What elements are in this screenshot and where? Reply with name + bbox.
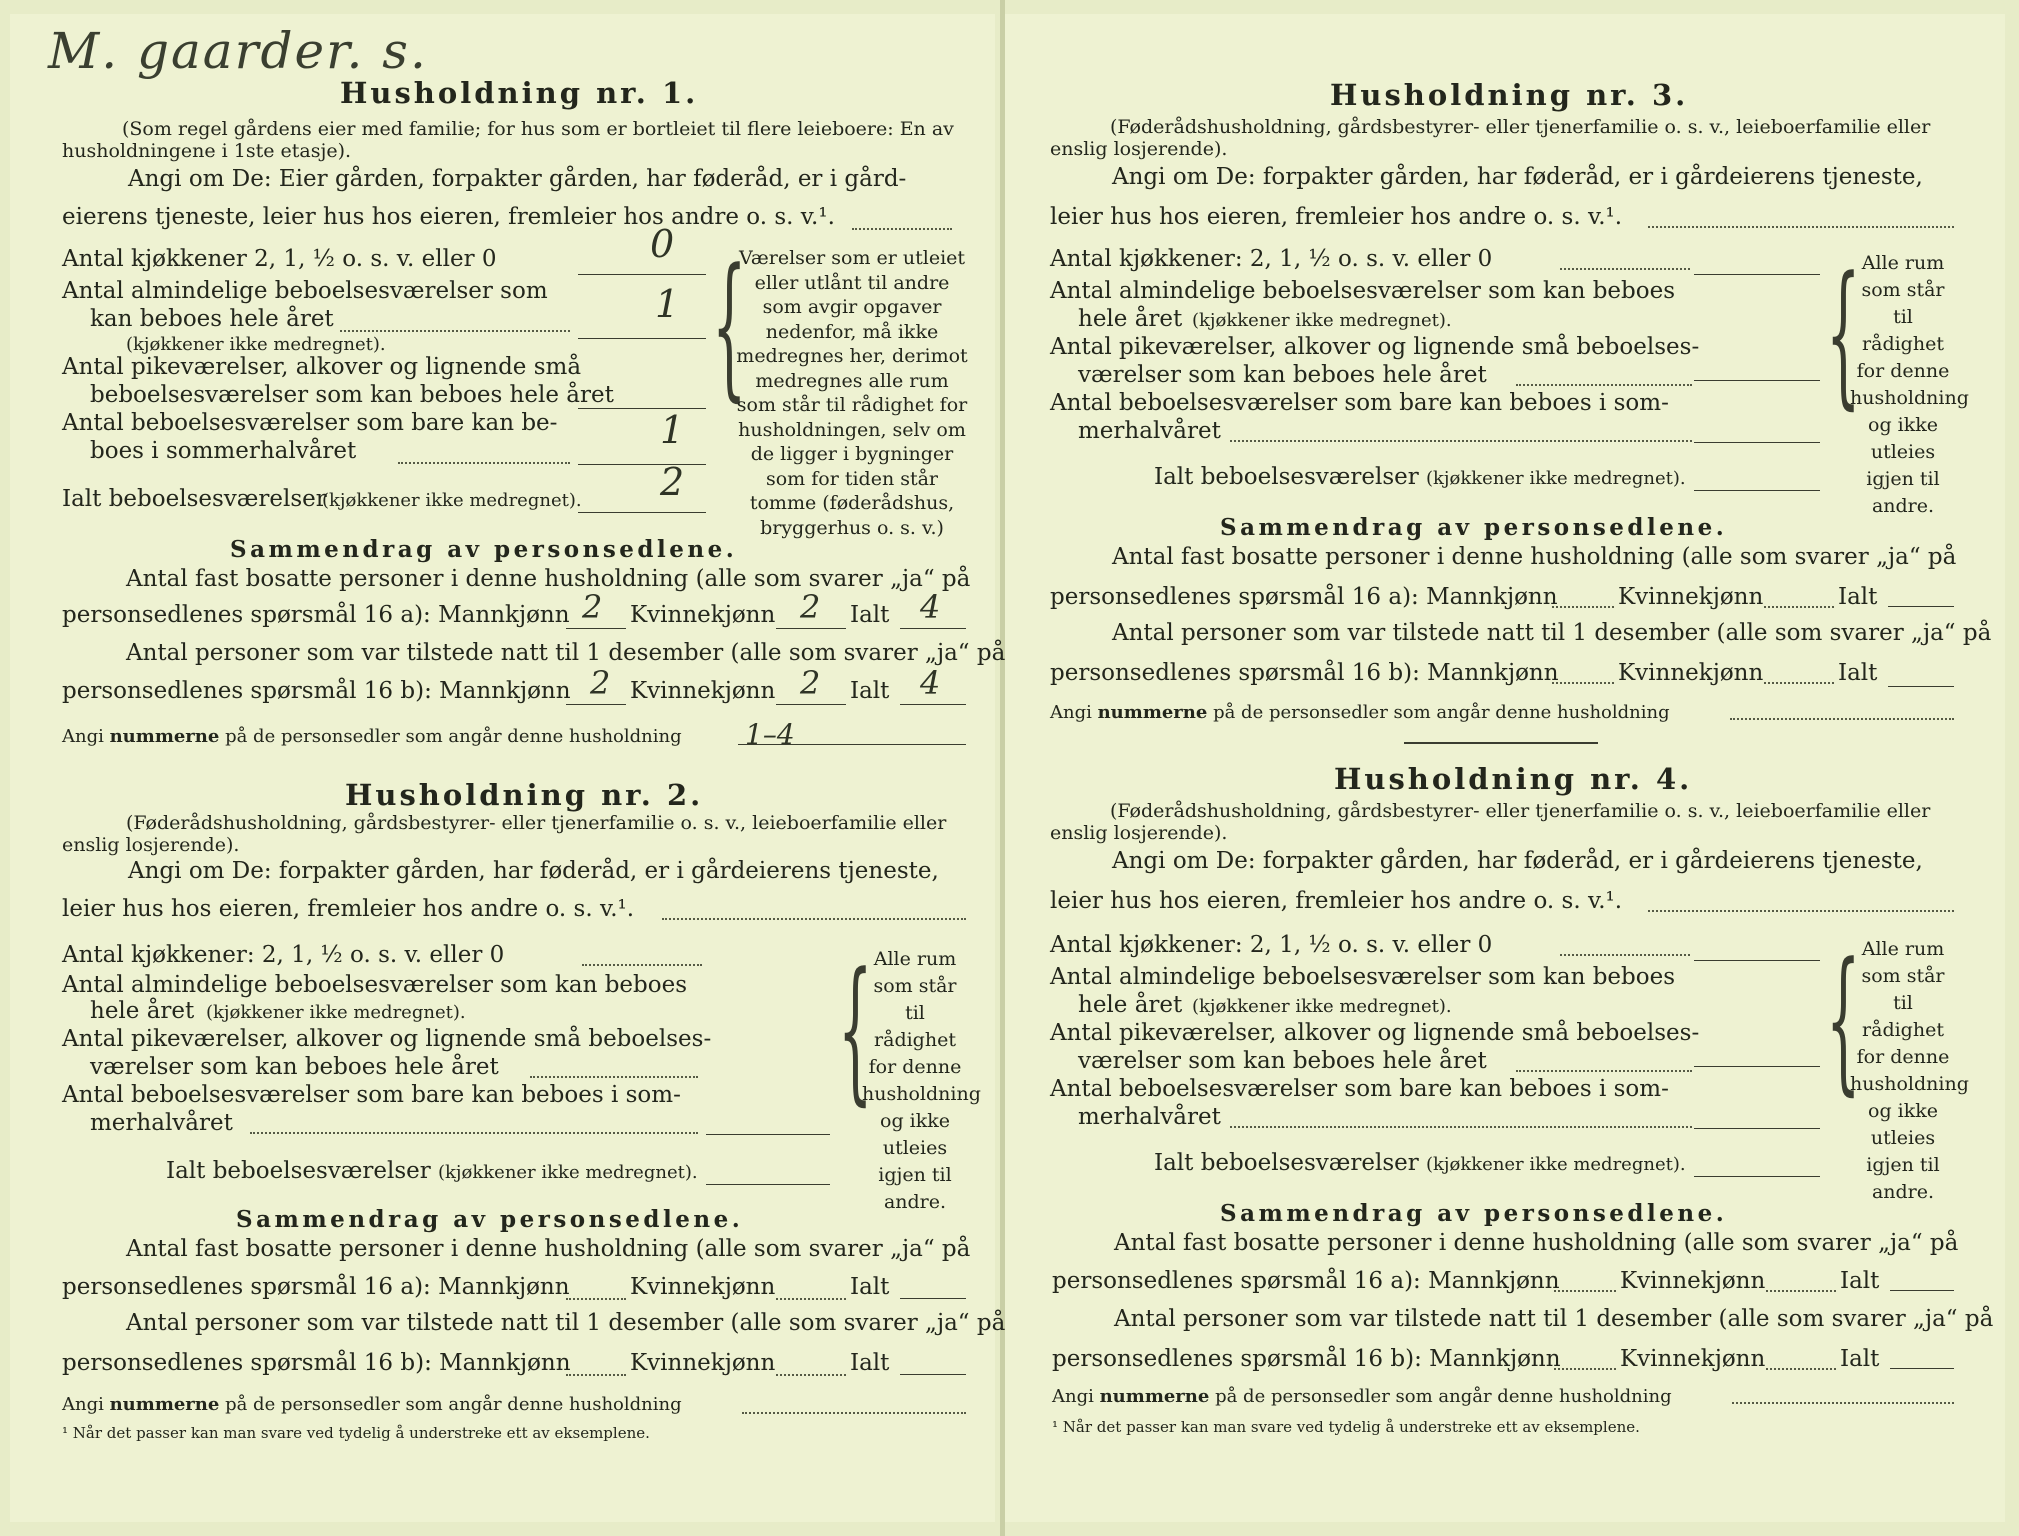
page-fold <box>1000 0 1005 1536</box>
ialt-short: Ialt <box>1840 1268 1880 1294</box>
brace: { <box>712 235 747 416</box>
kjokkener-label: Antal kjøkkener 2, 1, ½ o. s. v. eller 0 <box>62 246 497 272</box>
ialt-label: Ialt beboelsesværelser <box>166 1158 431 1184</box>
til-i-line <box>1888 686 1954 687</box>
fast-m-line <box>566 1298 626 1300</box>
ialt-short: Ialt <box>850 1274 890 1300</box>
nummerne-pre: Angi <box>1052 1386 1100 1407</box>
fast-line-2: personsedlenes spørsmål 16 a): Mannkjønn <box>62 1274 570 1300</box>
ialt-label: Ialt beboelsesværelser <box>1154 464 1419 490</box>
kjokkener-answer: 0 <box>650 222 675 266</box>
tilstede-line-1: Antal personer som var tilstede natt til 1 desember (alle som svarer „ja“ på <box>126 1310 1006 1336</box>
pike-label-2: værelser som kan beboes hele året <box>1078 362 1487 388</box>
nummerne-line <box>1050 702 1670 723</box>
kjokkener-label: Antal kjøkkener: 2, 1, ½ o. s. v. eller 0 <box>62 942 505 968</box>
nummerne-line <box>62 1394 682 1415</box>
nummerne-line <box>62 726 682 747</box>
pike-label-2: værelser som kan beboes hele året <box>1078 1048 1487 1074</box>
brace: { <box>1826 929 1861 1110</box>
dot-leader <box>1230 1126 1692 1128</box>
household-note: (Føderådshusholdning, gårdsbestyrer- eller tjenerfamilie o. s. v., leieboerfamilie eller enslig losjerende). <box>1050 800 1931 844</box>
fast-line-1: Antal fast bosatte personer i denne husholdning (alle som svarer „ja“ på <box>126 566 971 592</box>
sommer-label-1: Antal beboelsesværelser som bare kan be- <box>62 410 558 436</box>
ialt-note: (kjøkkener ikke medregnet). <box>1426 468 1686 489</box>
alm-answer-line <box>578 338 706 339</box>
household-note: (Som regel gårdens eier med familie; for hus som er bortleiet til flere leieboere: En av husholdningene i 1ste etasje). <box>62 118 954 162</box>
nummerne-post: på de personsedler som angår denne husholdning <box>219 726 682 747</box>
tilstede-line-2: personsedlenes spørsmål 16 b): Mannkjønn <box>1052 1346 1561 1372</box>
answer-line <box>662 918 966 920</box>
ialt-label: Ialt beboelsesværelser <box>62 486 327 512</box>
til-m-line <box>566 704 626 705</box>
til-m-line <box>1554 1368 1616 1370</box>
sommer-label-2: merhalvåret <box>1078 418 1221 444</box>
fast-k-line <box>776 1298 846 1300</box>
sommer-label-2: merhalvåret <box>1078 1104 1221 1130</box>
dot-leader <box>250 1132 698 1134</box>
sommer-answer: 1 <box>660 408 685 452</box>
angi-line-2: leier hus hos eieren, fremleier hos andre o. s. v.¹. <box>1050 888 1623 914</box>
nummerne-answer-line <box>1732 1402 1954 1404</box>
tilstede-line-1: Antal personer som var tilstede natt til 1 desember (alle som svarer „ja“ på <box>126 640 1006 666</box>
pike-label-1: Antal pikeværelser, alkover og lignende små beboelses- <box>1050 334 1700 360</box>
ialt-answer-line <box>1694 1176 1820 1177</box>
nummerne-answer-line <box>1730 718 1954 720</box>
ialt-answer-line <box>578 512 706 513</box>
side-note: Alle rum som står til rådighet for denne husholdning og ikke utleies igjen til andre. <box>1850 938 1969 1203</box>
til-m-answer: 2 <box>590 664 611 702</box>
sommer-answer-line <box>1694 442 1820 443</box>
fast-k-line <box>1764 606 1834 608</box>
til-m-line <box>1552 682 1614 684</box>
fast-i-line <box>1890 1290 1954 1291</box>
brace: { <box>838 939 873 1120</box>
dot-leader <box>582 964 702 966</box>
kvinne-label: Kvinnekjønn <box>1618 584 1764 610</box>
ialt-short: Ialt <box>1838 584 1878 610</box>
fast-line-1: Antal fast bosatte personer i denne husholdning (alle som svarer „ja“ på <box>126 1236 971 1262</box>
til-k-answer: 2 <box>800 664 821 702</box>
fast-i-answer: 4 <box>920 588 941 626</box>
sommer-answer-line <box>578 464 706 465</box>
tilstede-line-1: Antal personer som var tilstede natt til 1 desember (alle som svarer „ja“ på <box>1112 620 1992 646</box>
household-title: Husholdning nr. 3. <box>1330 78 1689 112</box>
til-k-line <box>1764 682 1834 684</box>
kjokkener-answer-line <box>1694 274 1820 275</box>
alm-label-1: Antal almindelige beboelsesværelser som kan beboes <box>62 972 688 998</box>
fast-m-line <box>566 628 626 629</box>
household-note: (Føderådshusholdning, gårdsbestyrer- eller tjenerfamilie o. s. v., leieboerfamilie eller enslig losjerende). <box>1050 116 1931 160</box>
nummerne-post: på de personsedler som angår denne husholdning <box>219 1394 682 1415</box>
brace: { <box>1826 243 1861 424</box>
ialt-note: (kjøkkener ikke medregnet). <box>438 1162 698 1183</box>
nummerne-post: på de personsedler som angår denne husholdning <box>1207 702 1670 723</box>
kvinne-label: Kvinnekjønn <box>630 678 776 704</box>
alm-label-1: Antal almindelige beboelsesværelser som kan beboes <box>1050 964 1676 990</box>
angi-line-2: leier hus hos eieren, fremleier hos andre o. s. v.¹. <box>62 896 635 922</box>
dot-leader <box>1516 384 1692 386</box>
fast-line-1: Antal fast bosatte personer i denne husholdning (alle som svarer „ja“ på <box>1112 544 1957 570</box>
fast-line-2: personsedlenes spørsmål 16 a): Mannkjønn <box>62 602 570 628</box>
side-note: Alle rum som står til rådighet for denne husholdning og ikke utleies igjen til andre. <box>862 948 981 1213</box>
alm-label-2: kan beboes hele året <box>90 306 334 332</box>
pike-label-1: Antal pikeværelser, alkover og lignende små beboelses- <box>1050 1020 1700 1046</box>
kvinne-label: Kvinnekjønn <box>630 1350 776 1376</box>
nummerne-pre: Angi <box>62 1394 110 1415</box>
kvinne-label: Kvinnekjønn <box>1618 660 1764 686</box>
fast-m-line <box>1554 1290 1616 1292</box>
footnote: ¹ Når det passer kan man svare ved tydelig å understreke ett av eksemplene. <box>62 1424 650 1442</box>
household-title: Husholdning nr. 4. <box>1334 762 1693 796</box>
pike-label-2: beboelsesværelser som kan beboes hele året <box>90 382 614 408</box>
ialt-note: (kjøkkener ikke medregnet). <box>1426 1154 1686 1175</box>
pike-label-1: Antal pikeværelser, alkover og lignende små <box>62 354 582 380</box>
nummerne-pre: Angi <box>62 726 110 747</box>
ialt-answer-line <box>706 1184 830 1185</box>
nummerne-bold: nummerne <box>1097 702 1208 723</box>
alm-label-2: hele året <box>90 998 195 1024</box>
fast-k-line <box>1766 1290 1836 1292</box>
sammendrag-heading: Sammendrag av personsedlene. <box>1220 514 1728 541</box>
separator <box>1404 742 1598 744</box>
til-k-line <box>1766 1368 1836 1370</box>
til-k-line <box>776 1374 846 1376</box>
dot-leader <box>1560 954 1690 956</box>
sommer-label-2: boes i sommerhalvåret <box>90 438 357 464</box>
fast-k-answer: 2 <box>800 588 821 626</box>
dot-leader <box>1560 268 1690 270</box>
fast-i-line <box>900 628 966 629</box>
household-title: Husholdning nr. 2. <box>345 778 704 812</box>
nummerne-answer-line <box>742 1412 966 1414</box>
til-k-line <box>776 704 846 705</box>
til-i-line <box>900 1374 966 1375</box>
sammendrag-heading: Sammendrag av personsedlene. <box>236 1206 744 1233</box>
ialt-short: Ialt <box>850 678 890 704</box>
answer-line <box>852 228 952 230</box>
nummerne-pre: Angi <box>1050 702 1098 723</box>
angi-line-1: Angi om De: Eier gården, forpakter gården, har føderåd, er i gård- <box>128 166 907 192</box>
alm-label-2: hele året <box>1078 306 1183 332</box>
answer-line <box>1648 226 1954 228</box>
alm-label-1: Antal almindelige beboelsesværelser som kan beboes <box>1050 278 1676 304</box>
fast-m-line <box>1552 606 1614 608</box>
ialt-short: Ialt <box>1840 1346 1880 1372</box>
sommer-label-1: Antal beboelsesværelser som bare kan beboes i som- <box>1050 1076 1669 1102</box>
ialt-note: (kjøkkener ikke medregnet). <box>322 490 582 511</box>
fast-line-2: personsedlenes spørsmål 16 a): Mannkjønn <box>1052 1268 1560 1294</box>
sommer-answer-line <box>706 1134 830 1135</box>
ialt-short: Ialt <box>850 602 890 628</box>
angi-line-2: leier hus hos eieren, fremleier hos andre o. s. v.¹. <box>1050 204 1623 230</box>
dot-leader <box>398 462 570 464</box>
tilstede-line-1: Antal personer som var tilstede natt til 1 desember (alle som svarer „ja“ på <box>1114 1306 1994 1332</box>
ialt-label: Ialt beboelsesværelser <box>1154 1150 1419 1176</box>
dot-leader <box>1230 440 1692 442</box>
ialt-answer: 2 <box>660 460 685 504</box>
tilstede-line-2: personsedlenes spørsmål 16 b): Mannkjønn <box>62 1350 571 1376</box>
side-note: Værelser som er utleiet eller utlånt til andre som avgir opgaver nedenfor, må ikke medregnes her, derimot medregnes alle rum som står til rådighet for husholdningen, selv om de ligger i bygninger som for tiden står tomme (føderådshus, bryggerhus o. s. v.) <box>736 247 968 539</box>
kvinne-label: Kvinnekjønn <box>630 1274 776 1300</box>
kvinne-label: Kvinnekjønn <box>630 602 776 628</box>
kjokkener-label: Antal kjøkkener: 2, 1, ½ o. s. v. eller 0 <box>1050 932 1493 958</box>
pike-label-2: værelser som kan beboes hele året <box>90 1054 499 1080</box>
nummerne-post: på de personsedler som angår denne husholdning <box>1209 1386 1672 1407</box>
alm-label-3: (kjøkkener ikke medregnet). <box>1192 310 1452 331</box>
angi-line-2: eierens tjeneste, leier hus hos eieren, fremleier hos andre o. s. v.¹. <box>62 204 835 230</box>
pike-answer-line <box>1694 1066 1820 1067</box>
angi-line-1: Angi om De: forpakter gården, har føderåd, er i gårdeierens tjeneste, <box>1112 164 1923 190</box>
handwritten-header: M. gaarder. s. <box>48 22 428 80</box>
tilstede-line-2: personsedlenes spørsmål 16 b): Mannkjønn <box>62 678 571 704</box>
sommer-label-2: merhalvåret <box>90 1110 233 1136</box>
nummerne-line <box>1052 1386 1672 1407</box>
til-i-line <box>1890 1368 1954 1369</box>
nummerne-bold: nummerne <box>109 726 220 747</box>
pike-answer-line <box>578 408 706 409</box>
dot-leader <box>530 1076 698 1078</box>
alm-label-3: (kjøkkener ikke medregnet). <box>1192 996 1452 1017</box>
alm-label-3: (kjøkkener ikke medregnet). <box>126 334 386 355</box>
nummerne-answer: 1–4 <box>745 718 795 751</box>
side-note: Alle rum som står til rådighet for denne husholdning og ikke utleies igjen til andre. <box>1850 252 1969 517</box>
nummerne-bold: nummerne <box>1099 1386 1210 1407</box>
pike-label-1: Antal pikeværelser, alkover og lignende små beboelses- <box>62 1026 712 1052</box>
alm-label-3: (kjøkkener ikke medregnet). <box>206 1002 466 1023</box>
til-i-line <box>900 704 966 705</box>
alm-answer: 1 <box>655 282 680 326</box>
kvinne-label: Kvinnekjønn <box>1620 1268 1766 1294</box>
sammendrag-heading: Sammendrag av personsedlene. <box>230 536 738 563</box>
kvinne-label: Kvinnekjønn <box>1620 1346 1766 1372</box>
alm-label-1: Antal almindelige beboelsesværelser som <box>62 278 548 304</box>
kjokkener-label: Antal kjøkkener: 2, 1, ½ o. s. v. eller 0 <box>1050 246 1493 272</box>
household-note: (Føderådshusholdning, gårdsbestyrer- eller tjenerfamilie o. s. v., leieboerfamilie eller enslig losjerende). <box>62 812 947 856</box>
fast-i-line <box>900 1298 966 1299</box>
til-m-line <box>566 1374 626 1376</box>
nummerne-bold: nummerne <box>109 1394 220 1415</box>
fast-i-line <box>1888 606 1954 607</box>
kjokkener-answer-line <box>1694 960 1820 961</box>
footnote: ¹ Når det passer kan man svare ved tydelig å understreke ett av eksemplene. <box>1052 1418 1640 1436</box>
dot-leader <box>340 330 570 332</box>
pike-answer-line <box>1694 380 1820 381</box>
angi-line-1: Angi om De: forpakter gården, har føderåd, er i gårdeierens tjeneste, <box>1112 848 1923 874</box>
fast-k-line <box>776 628 846 629</box>
sommer-label-1: Antal beboelsesværelser som bare kan beboes i som- <box>1050 390 1669 416</box>
fast-m-answer: 2 <box>582 588 603 626</box>
ialt-short: Ialt <box>1838 660 1878 686</box>
answer-line <box>1648 910 1954 912</box>
til-i-answer: 4 <box>920 664 941 702</box>
sommer-label-1: Antal beboelsesværelser som bare kan beboes i som- <box>62 1082 681 1108</box>
sommer-answer-line <box>1694 1128 1820 1129</box>
tilstede-line-2: personsedlenes spørsmål 16 b): Mannkjønn <box>1050 660 1559 686</box>
angi-line-1: Angi om De: forpakter gården, har føderåd, er i gårdeierens tjeneste, <box>128 858 939 884</box>
fast-line-2: personsedlenes spørsmål 16 a): Mannkjønn <box>1050 584 1558 610</box>
ialt-short: Ialt <box>850 1350 890 1376</box>
dot-leader <box>1516 1070 1692 1072</box>
sammendrag-heading: Sammendrag av personsedlene. <box>1220 1200 1728 1227</box>
ialt-answer-line <box>1694 490 1820 491</box>
household-title: Husholdning nr. 1. <box>340 76 699 110</box>
fast-line-1: Antal fast bosatte personer i denne husholdning (alle som svarer „ja“ på <box>1114 1230 1959 1256</box>
alm-label-2: hele året <box>1078 992 1183 1018</box>
kjokkener-answer-line <box>578 274 706 275</box>
